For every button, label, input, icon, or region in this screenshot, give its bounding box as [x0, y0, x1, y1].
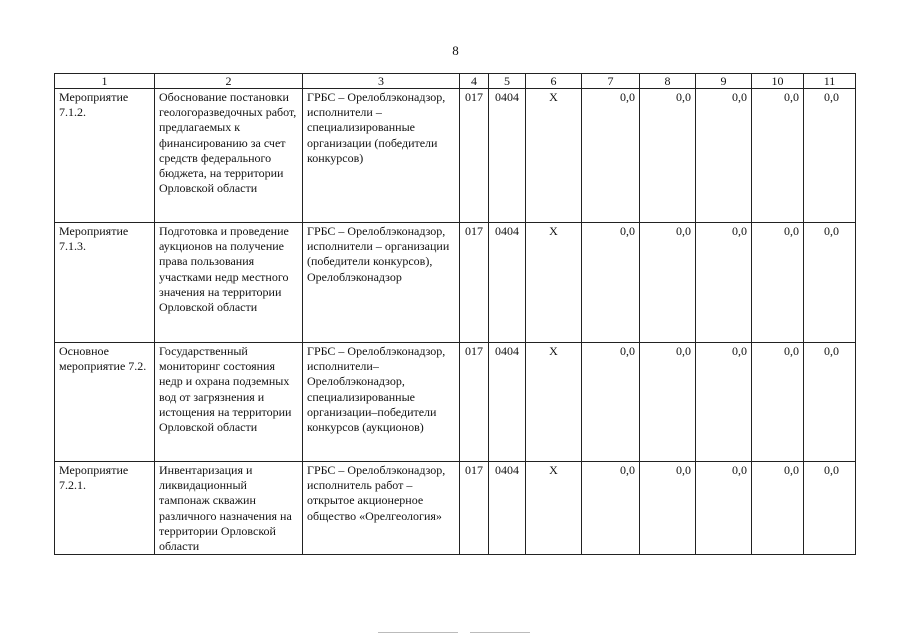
scan-artifact-right	[470, 632, 530, 633]
amount-cell: 0,0	[804, 89, 856, 223]
amount-cell: 0,0	[640, 223, 696, 343]
column-header: 11	[804, 74, 856, 89]
grbs-code: 017	[460, 462, 489, 555]
measure-title: Мероприятие 7.1.3.	[55, 223, 155, 343]
header-row	[55, 74, 856, 89]
section-code: 0404	[489, 89, 526, 223]
amount-cell: 0,0	[640, 462, 696, 555]
amount-cell: 0,0	[582, 462, 640, 555]
amount-cell: 0,0	[640, 89, 696, 223]
column-header: 3	[303, 74, 460, 89]
amount-cell: 0,0	[582, 223, 640, 343]
program-measures-table	[54, 73, 856, 555]
amount-cell: 0,0	[696, 223, 752, 343]
amount-cell: 0,0	[752, 462, 804, 555]
column-header: 8	[640, 74, 696, 89]
column-header: 10	[752, 74, 804, 89]
amount-cell: 0,0	[696, 343, 752, 462]
measure-title: Мероприятие 7.2.1.	[55, 462, 155, 555]
responsible-executors: ГРБС – Орелоблэконадзор, исполнитель работ – открытое акционерное общество «Орелгеология»	[303, 462, 460, 555]
column-header: 4	[460, 74, 489, 89]
amount-cell: 0,0	[582, 89, 640, 223]
amount-cell: 0,0	[752, 343, 804, 462]
amount-cell: 0,0	[640, 343, 696, 462]
amount-cell: 0,0	[804, 462, 856, 555]
column-header: 9	[696, 74, 752, 89]
responsible-executors: ГРБС – Орелоблэконадзор, исполнители– Орелоблэконадзор, специализированные организации–победители конкурсов (аукционов)	[303, 343, 460, 462]
grbs-code: 017	[460, 89, 489, 223]
amount-cell: 0,0	[804, 223, 856, 343]
table-row	[55, 89, 856, 223]
amount-cell: 0,0	[696, 462, 752, 555]
table-row	[55, 343, 856, 462]
scan-artifact-left	[378, 632, 458, 633]
amount-cell: 0,0	[582, 343, 640, 462]
section-code: 0404	[489, 223, 526, 343]
target-item-code: X	[526, 223, 582, 343]
column-header: 5	[489, 74, 526, 89]
measure-title: Основное мероприятие 7.2.	[55, 343, 155, 462]
measure-description: Государственный мониторинг состояния недр и охрана подземных вод от загрязнения и истощения на территории Орловской области	[155, 343, 303, 462]
section-code: 0404	[489, 462, 526, 555]
measure-description: Подготовка и проведение аукционов на получение права пользования участками недр местного значения на территории Орловской области	[155, 223, 303, 343]
column-header: 6	[526, 74, 582, 89]
section-code: 0404	[489, 343, 526, 462]
table-row	[55, 223, 856, 343]
grbs-code: 017	[460, 223, 489, 343]
measure-description: Обоснование постановки геологоразведочных работ, предлагаемых к финансированию за счет средств федерального бюджета, на территории Орловской области	[155, 89, 303, 223]
amount-cell: 0,0	[752, 223, 804, 343]
responsible-executors: ГРБС – Орелоблэконадзор, исполнители – организации (победители конкурсов), Орелоблэконадзор	[303, 223, 460, 343]
table-row	[55, 462, 856, 555]
column-header: 7	[582, 74, 640, 89]
target-item-code: X	[526, 343, 582, 462]
responsible-executors: ГРБС – Орелоблэконадзор, исполнители – специализированные организации (победители конкурсов)	[303, 89, 460, 223]
page-number: 8	[452, 43, 459, 58]
target-item-code: X	[526, 462, 582, 555]
grbs-code: 017	[460, 343, 489, 462]
column-header: 1	[55, 74, 155, 89]
amount-cell: 0,0	[696, 89, 752, 223]
amount-cell: 0,0	[804, 343, 856, 462]
amount-cell: 0,0	[752, 89, 804, 223]
target-item-code: X	[526, 89, 582, 223]
column-header: 2	[155, 74, 303, 89]
measure-description: Инвентаризация и ликвидационный тампонаж скважин различного назначения на территории Орловской области	[155, 462, 303, 555]
measure-title: Мероприятие 7.1.2.	[55, 89, 155, 223]
